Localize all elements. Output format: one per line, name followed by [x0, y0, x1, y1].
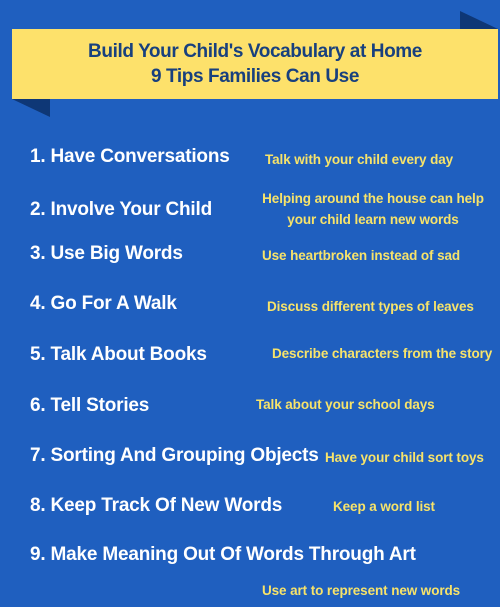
banner-fold-left	[12, 99, 50, 117]
tip-4-title: 4. Go For A Walk	[30, 293, 177, 314]
tip-2-description-line1: Helping around the house can help	[262, 191, 484, 206]
tip-3-title: 3. Use Big Words	[30, 243, 183, 264]
tip-8-description: Keep a word list	[333, 499, 435, 514]
banner-fold-right	[460, 11, 498, 29]
tip-1-title: 1. Have Conversations	[30, 146, 230, 167]
tip-5-description: Describe characters from the story	[272, 346, 493, 361]
tip-1-description: Talk with your child every day	[265, 152, 454, 167]
tip-7-description: Have your child sort toys	[325, 450, 484, 465]
tip-6-title: 6. Tell Stories	[30, 395, 150, 416]
tip-9-title: 9. Make Meaning Out Of Words Through Art	[30, 544, 416, 565]
tip-9-description: Use art to represent new words	[262, 583, 461, 598]
tip-6-description: Talk about your school days	[256, 397, 435, 412]
banner-title-line2: 9 Tips Families Can Use	[151, 66, 359, 87]
tip-5-title: 5. Talk About Books	[30, 344, 207, 365]
tip-2-description-line2: your child learn new words	[287, 212, 459, 227]
tip-7-title: 7. Sorting And Grouping Objects	[30, 445, 319, 466]
tip-2-title: 2. Involve Your Child	[30, 199, 212, 220]
tip-4-description: Discuss different types of leaves	[267, 299, 474, 314]
title-banner	[12, 29, 498, 99]
banner-title-line1: Build Your Child's Vocabulary at Home	[88, 41, 422, 62]
tip-2-description	[257, 188, 489, 230]
tip-3-description: Use heartbroken instead of sad	[262, 248, 461, 263]
tip-8-title: 8. Keep Track Of New Words	[30, 495, 283, 516]
